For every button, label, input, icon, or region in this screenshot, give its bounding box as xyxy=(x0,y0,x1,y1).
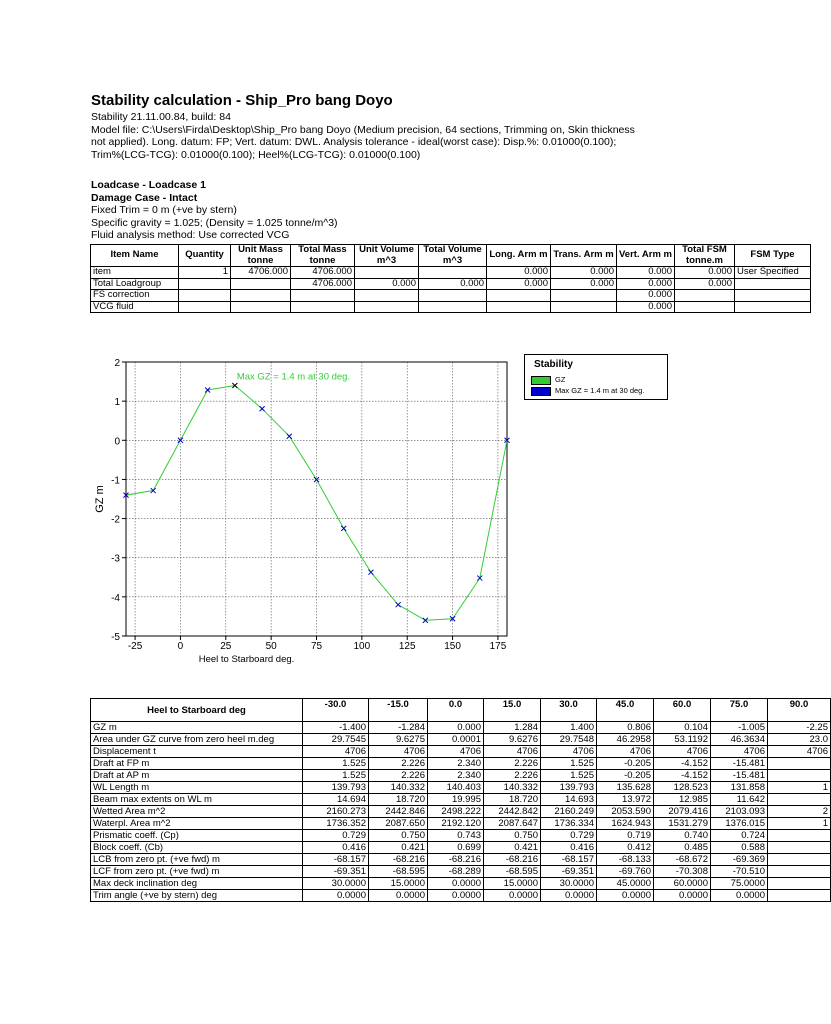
table-cell: 0.724 xyxy=(711,830,768,842)
row-label: Draft at AP m xyxy=(91,770,303,782)
table-row xyxy=(91,734,831,746)
table-cell xyxy=(487,290,551,302)
table-cell: -68.157 xyxy=(303,854,369,866)
table-cell: 140.332 xyxy=(484,782,541,794)
table-cell: 4706 xyxy=(711,746,768,758)
table-cell: -69.351 xyxy=(303,866,369,878)
table-cell: -68.216 xyxy=(369,854,428,866)
heel-col-header: -30.0 xyxy=(303,699,369,722)
load-col-header: Unit Mass tonne xyxy=(231,245,291,267)
table-cell xyxy=(675,290,735,302)
max-gz-annotation: Max GZ = 1.4 m at 30 deg. xyxy=(236,371,351,383)
table-cell: 45.0000 xyxy=(597,878,654,890)
legend-item-gz: GZ xyxy=(531,375,565,385)
table-row xyxy=(91,782,831,794)
table-cell: 0.699 xyxy=(428,842,484,854)
fluid-method: Fluid analysis method: Use corrected VCG xyxy=(91,229,290,242)
table-cell: 4706.000 xyxy=(291,267,355,279)
table-cell xyxy=(291,290,355,302)
legend-title: Stability xyxy=(534,359,573,370)
table-cell: -68.672 xyxy=(654,854,711,866)
table-cell: 2.340 xyxy=(428,770,484,782)
table-cell: 2079.416 xyxy=(654,806,711,818)
legend-item-max-gz: Max GZ = 1.4 m at 30 deg. xyxy=(531,386,644,396)
table-cell: 131.858 xyxy=(711,782,768,794)
table-cell: 29.7548 xyxy=(541,734,597,746)
table-cell: 0.000 xyxy=(419,278,487,290)
table-cell: -4.152 xyxy=(654,770,711,782)
plot-frame xyxy=(126,362,507,636)
table-cell: 4706 xyxy=(768,746,831,758)
table-cell: 140.332 xyxy=(369,782,428,794)
table-cell: FS correction xyxy=(91,290,179,302)
table-cell: 15.0000 xyxy=(369,878,428,890)
table-cell: 2442.842 xyxy=(484,806,541,818)
table-cell: 1.525 xyxy=(303,770,369,782)
table-cell: 2.226 xyxy=(484,770,541,782)
gz-point xyxy=(341,526,346,531)
table-cell: 0.0000 xyxy=(711,890,768,902)
row-label: Trim angle (+ve by stern) deg xyxy=(91,890,303,902)
table-cell: 2087.647 xyxy=(484,818,541,830)
gz-series xyxy=(124,383,510,623)
table-cell xyxy=(179,301,231,313)
chart-legend xyxy=(524,354,668,400)
table-row xyxy=(91,290,811,302)
table-cell: 0.0000 xyxy=(654,890,711,902)
table-row xyxy=(91,794,831,806)
load-col-header: Total Volume m^3 xyxy=(419,245,487,267)
table-cell: 0.000 xyxy=(675,278,735,290)
table-cell: 9.6276 xyxy=(484,734,541,746)
row-label: Wetted Area m^2 xyxy=(91,806,303,818)
table-cell: 9.6275 xyxy=(369,734,428,746)
table-cell: -1.005 xyxy=(711,722,768,734)
table-cell: 0.806 xyxy=(597,722,654,734)
row-label: Block coeff. (Cb) xyxy=(91,842,303,854)
specific-gravity: Specific gravity = 1.025; (Density = 1.025 tonne/m^3) xyxy=(91,216,338,229)
table-row xyxy=(91,806,831,818)
table-row xyxy=(91,267,811,279)
table-cell: 4706.000 xyxy=(291,278,355,290)
table-cell: 140.403 xyxy=(428,782,484,794)
table-cell: 75.0000 xyxy=(711,878,768,890)
table-cell xyxy=(419,267,487,279)
table-cell: 2 xyxy=(768,806,831,818)
table-cell: 0.588 xyxy=(711,842,768,854)
table-cell: 60.0000 xyxy=(654,878,711,890)
table-cell: 1531.279 xyxy=(654,818,711,830)
table-cell: -70.510 xyxy=(711,866,768,878)
table-cell: -68.289 xyxy=(428,866,484,878)
table-cell xyxy=(355,301,419,313)
table-cell: 0.000 xyxy=(487,267,551,279)
heel-col-header: 75.0 xyxy=(711,699,768,722)
heel-col-header: 30.0 xyxy=(541,699,597,722)
table-cell: 4706 xyxy=(369,746,428,758)
x-tick-label: -25 xyxy=(127,641,143,652)
loadcase-info xyxy=(91,179,338,242)
table-cell: 0.0000 xyxy=(428,890,484,902)
table-cell: 14.694 xyxy=(303,794,369,806)
table-cell: 2.226 xyxy=(484,758,541,770)
table-cell: 1.284 xyxy=(484,722,541,734)
table-cell: -68.595 xyxy=(484,866,541,878)
table-cell: 0.0000 xyxy=(484,890,541,902)
loadgroup-table xyxy=(90,244,811,313)
table-cell xyxy=(735,290,811,302)
table-row xyxy=(91,770,831,782)
table-cell: 2192.120 xyxy=(428,818,484,830)
table-cell xyxy=(768,770,831,782)
row-label: Beam max extents on WL m xyxy=(91,794,303,806)
table-cell: -4.152 xyxy=(654,758,711,770)
table-cell: 0.0001 xyxy=(428,734,484,746)
table-cell: 0.0000 xyxy=(428,878,484,890)
table-row xyxy=(91,818,831,830)
heel-col-header: 60.0 xyxy=(654,699,711,722)
table-cell: 0.000 xyxy=(487,278,551,290)
row-label: LCF from zero pt. (+ve fwd) m xyxy=(91,866,303,878)
table-cell: 0.000 xyxy=(617,290,675,302)
table-cell: 2.226 xyxy=(369,770,428,782)
table-cell: 29.7545 xyxy=(303,734,369,746)
table-cell: User Specified xyxy=(735,267,811,279)
table-cell xyxy=(735,278,811,290)
loadcase-name: Loadcase - Loadcase 1 xyxy=(91,179,206,191)
table-cell xyxy=(231,290,291,302)
heel-header-label: Heel to Starboard deg xyxy=(91,699,303,722)
table-cell xyxy=(487,301,551,313)
table-cell: 0.000 xyxy=(675,267,735,279)
y-tick-label: -1 xyxy=(111,475,120,487)
load-col-header: Vert. Arm m xyxy=(617,245,675,267)
x-tick-label: 50 xyxy=(265,641,277,652)
table-cell xyxy=(768,842,831,854)
gz-point xyxy=(396,602,401,607)
table-cell: 2160.273 xyxy=(303,806,369,818)
table-cell xyxy=(768,794,831,806)
table-cell xyxy=(768,854,831,866)
table-cell: 0.000 xyxy=(551,278,617,290)
table-cell: 15.0000 xyxy=(484,878,541,890)
x-tick-label: 175 xyxy=(489,641,507,652)
table-cell: 2.226 xyxy=(369,758,428,770)
table-cell: 2053.590 xyxy=(597,806,654,818)
table-cell: 0.743 xyxy=(428,830,484,842)
table-cell: 0.416 xyxy=(541,842,597,854)
load-col-header: FSM Type xyxy=(735,245,811,267)
y-tick-label: -4 xyxy=(111,592,120,604)
table-cell: 4706 xyxy=(541,746,597,758)
table-row xyxy=(91,830,831,842)
table-cell: 2103.093 xyxy=(711,806,768,818)
table-cell: 14.693 xyxy=(541,794,597,806)
table-cell xyxy=(768,830,831,842)
table-cell: 4706 xyxy=(484,746,541,758)
table-cell: -69.369 xyxy=(711,854,768,866)
table-cell: -1.400 xyxy=(303,722,369,734)
heel-col-header: 15.0 xyxy=(484,699,541,722)
y-tick-label: -5 xyxy=(111,632,120,643)
y-tick-label: 0 xyxy=(114,436,120,448)
table-row xyxy=(91,746,831,758)
table-cell: 0.000 xyxy=(617,301,675,313)
load-col-header: Total Mass tonne xyxy=(291,245,355,267)
table-cell: 12.985 xyxy=(654,794,711,806)
table-cell: 1 xyxy=(768,782,831,794)
table-cell xyxy=(768,758,831,770)
row-label: Prismatic coeff. (Cp) xyxy=(91,830,303,842)
table-cell: 0.000 xyxy=(428,722,484,734)
row-label: WL Length m xyxy=(91,782,303,794)
x-tick-label: 25 xyxy=(220,641,232,652)
heel-col-header: 90.0 xyxy=(768,699,831,722)
table-row xyxy=(91,878,831,890)
table-row xyxy=(91,722,831,734)
x-axis-label: Heel to Starboard deg. xyxy=(198,654,295,665)
heel-col-header: 45.0 xyxy=(597,699,654,722)
gz-point xyxy=(260,406,265,411)
load-col-header: Total FSM tonne.m xyxy=(675,245,735,267)
table-cell: 30.0000 xyxy=(541,878,597,890)
table-cell: item xyxy=(91,267,179,279)
table-cell: 11.642 xyxy=(711,794,768,806)
gz-point xyxy=(368,570,373,575)
table-cell xyxy=(355,290,419,302)
gz-point xyxy=(287,434,292,439)
legend-swatch-max xyxy=(531,387,551,396)
table-cell: 1.525 xyxy=(303,758,369,770)
table-cell: 0.719 xyxy=(597,830,654,842)
table-cell: -69.760 xyxy=(597,866,654,878)
table-cell: 0.0000 xyxy=(541,890,597,902)
table-cell: 1 xyxy=(179,267,231,279)
table-cell: 1.525 xyxy=(541,770,597,782)
table-cell: 4706.000 xyxy=(231,267,291,279)
table-cell: VCG fluid xyxy=(91,301,179,313)
table-cell: -69.351 xyxy=(541,866,597,878)
table-cell: 4706 xyxy=(303,746,369,758)
table-row xyxy=(91,278,811,290)
heel-col-header: -15.0 xyxy=(369,699,428,722)
row-label: Max deck inclination deg xyxy=(91,878,303,890)
load-col-header: Quantity xyxy=(179,245,231,267)
table-cell: 53.1192 xyxy=(654,734,711,746)
table-cell xyxy=(768,866,831,878)
table-cell: 13.972 xyxy=(597,794,654,806)
heel-col-header: 0.0 xyxy=(428,699,484,722)
table-cell: 139.793 xyxy=(541,782,597,794)
table-cell: -0.205 xyxy=(597,758,654,770)
table-cell: -68.133 xyxy=(597,854,654,866)
table-cell: 0.740 xyxy=(654,830,711,842)
table-cell: 46.3634 xyxy=(711,734,768,746)
table-cell: 2498.222 xyxy=(428,806,484,818)
x-tick-label: 100 xyxy=(353,641,371,652)
x-tick-label: 0 xyxy=(177,641,184,652)
load-col-header: Unit Volume m^3 xyxy=(355,245,419,267)
table-cell: 30.0000 xyxy=(303,878,369,890)
chart-grid xyxy=(126,362,507,636)
load-col-header: Long. Arm m xyxy=(487,245,551,267)
row-label: GZ m xyxy=(91,722,303,734)
x-tick-label: 75 xyxy=(310,641,323,652)
table-cell xyxy=(179,278,231,290)
table-row xyxy=(91,301,811,313)
model-info: Stability 21.11.00.84, build: 84 Model file: C:\Users\Firda\Desktop\Ship_Pro bang Doyo (Medium precision, 64 sections, Trimming on, Skin thickness not applied). Long. datum: FP; Vert. datum: DWL. Analysis tolerance - ideal(worst case): Disp.%: 0.01000(0.100); Trim%(LCG-TCG): 0.01000(0.100); Heel%(LCG-TCG): 0.01000(0.100) xyxy=(91,111,635,161)
table-cell: 0.000 xyxy=(617,267,675,279)
y-tick-label: -2 xyxy=(111,514,120,526)
table-cell: -15.481 xyxy=(711,770,768,782)
table-cell: 0.000 xyxy=(551,267,617,279)
table-cell: -70.308 xyxy=(654,866,711,878)
table-cell: 0.0000 xyxy=(303,890,369,902)
table-cell: 139.793 xyxy=(303,782,369,794)
table-cell: 4706 xyxy=(428,746,484,758)
table-cell: 0.412 xyxy=(597,842,654,854)
table-cell: 0.485 xyxy=(654,842,711,854)
table-cell: 2442.846 xyxy=(369,806,428,818)
row-label: Area under GZ curve from zero heel m.deg xyxy=(91,734,303,746)
table-cell: 1736.334 xyxy=(541,818,597,830)
table-cell xyxy=(231,301,291,313)
heel-results-table xyxy=(90,698,831,902)
table-cell: -68.157 xyxy=(541,854,597,866)
table-cell: 0.416 xyxy=(303,842,369,854)
table-row xyxy=(91,854,831,866)
table-cell xyxy=(768,890,831,902)
table-cell: 135.628 xyxy=(597,782,654,794)
row-label: LCB from zero pt. (+ve fwd) m xyxy=(91,854,303,866)
load-col-header: Item Name xyxy=(91,245,179,267)
table-cell: 18.720 xyxy=(484,794,541,806)
table-cell: 0.000 xyxy=(355,278,419,290)
table-cell: 0.000 xyxy=(617,278,675,290)
table-cell: 2160.249 xyxy=(541,806,597,818)
table-row xyxy=(91,758,831,770)
table-cell: 19.995 xyxy=(428,794,484,806)
table-row xyxy=(91,866,831,878)
table-row xyxy=(91,842,831,854)
table-cell: 1376.015 xyxy=(711,818,768,830)
table-cell xyxy=(291,301,355,313)
table-cell: 0.729 xyxy=(541,830,597,842)
table-cell: Total Loadgroup xyxy=(91,278,179,290)
table-cell xyxy=(419,290,487,302)
table-cell: 1 xyxy=(768,818,831,830)
load-col-header: Trans. Arm m xyxy=(551,245,617,267)
table-cell xyxy=(419,301,487,313)
damage-case: Damage Case - Intact xyxy=(91,191,198,204)
table-cell: -2.25 xyxy=(768,722,831,734)
table-cell: 4706 xyxy=(654,746,711,758)
legend-swatch-gz xyxy=(531,376,551,385)
table-cell xyxy=(551,290,617,302)
table-cell xyxy=(735,301,811,313)
table-row xyxy=(91,890,831,902)
table-cell: -0.205 xyxy=(597,770,654,782)
table-cell: 0.0000 xyxy=(597,890,654,902)
table-cell: -68.595 xyxy=(369,866,428,878)
table-cell xyxy=(179,290,231,302)
table-cell: 46.2958 xyxy=(597,734,654,746)
row-label: Draft at FP m xyxy=(91,758,303,770)
table-cell xyxy=(675,301,735,313)
table-cell: 0.0000 xyxy=(369,890,428,902)
table-cell: 2087.650 xyxy=(369,818,428,830)
table-cell xyxy=(768,878,831,890)
x-tick-label: 125 xyxy=(398,641,416,652)
table-cell: 0.104 xyxy=(654,722,711,734)
y-tick-label: 1 xyxy=(114,397,120,409)
table-cell: 0.750 xyxy=(369,830,428,842)
table-cell: 2.340 xyxy=(428,758,484,770)
table-cell: 23.0 xyxy=(768,734,831,746)
row-label: Displacement t xyxy=(91,746,303,758)
table-cell: 1736.352 xyxy=(303,818,369,830)
table-cell: 0.750 xyxy=(484,830,541,842)
table-cell: 0.729 xyxy=(303,830,369,842)
table-cell: 1.400 xyxy=(541,722,597,734)
table-cell xyxy=(231,278,291,290)
x-tick-label: 150 xyxy=(444,641,461,652)
table-cell xyxy=(355,267,419,279)
table-cell: 1.525 xyxy=(541,758,597,770)
table-cell: -15.481 xyxy=(711,758,768,770)
row-label: Waterpl. Area m^2 xyxy=(91,818,303,830)
y-tick-label: -3 xyxy=(111,553,120,565)
y-axis-label: GZ m xyxy=(94,485,106,513)
gz-point xyxy=(178,438,183,443)
table-cell: 0.421 xyxy=(369,842,428,854)
table-cell: -1.284 xyxy=(369,722,428,734)
table-cell: 1624.943 xyxy=(597,818,654,830)
table-cell: 18.720 xyxy=(369,794,428,806)
page-title: Stability calculation - Ship_Pro bang Doyo xyxy=(91,92,393,109)
y-tick-label: 2 xyxy=(114,358,120,369)
table-cell: 4706 xyxy=(597,746,654,758)
table-cell: -68.216 xyxy=(484,854,541,866)
table-cell xyxy=(551,301,617,313)
chart-axes xyxy=(111,358,507,652)
table-cell: 0.421 xyxy=(484,842,541,854)
fixed-trim: Fixed Trim = 0 m (+ve by stern) xyxy=(91,204,237,217)
table-cell: 128.523 xyxy=(654,782,711,794)
table-cell: -68.216 xyxy=(428,854,484,866)
